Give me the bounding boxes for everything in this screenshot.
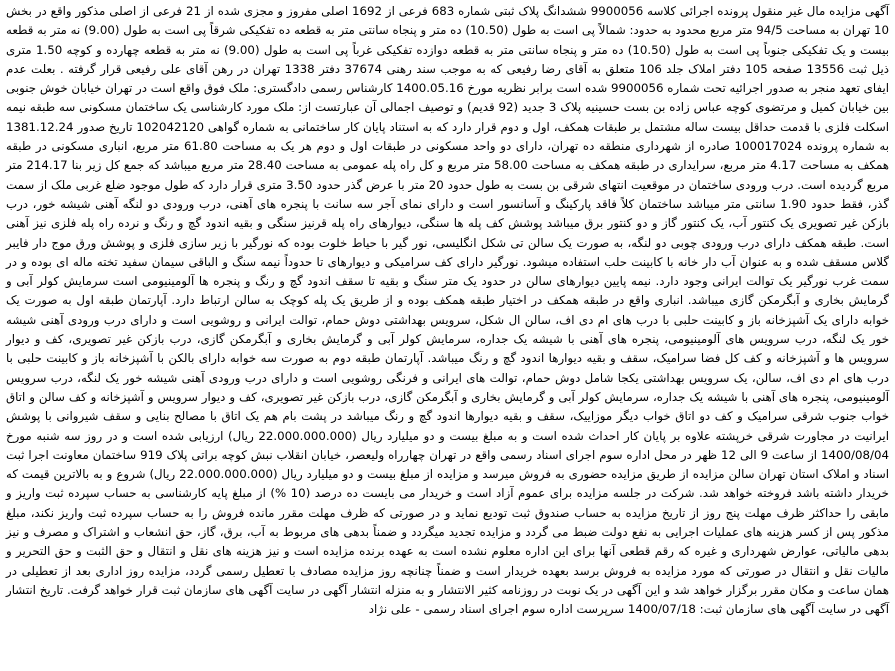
notice-body-text: آگهی مزایده مال غیر منقول پرونده اجرائی کلاسه 9900056 ششدانگ پلاک ثبتی شماره 683 فرعی از 1692 اصلی مفروز و مجزی شده از 21 فرعی از اصلی مذکور واقع در بخش 10 تهران به مساحت 94/5 متر مربع محدود به حدود: شمالاً پی است به طول (10.50) ده متر و پنجاه سانتی متر به قطعه ده تفکیکی شرقاً پی است به طول (9.00) نه متر به قطعه بیست و یک تفکیکی جنوباً پی است به طول (10.50) ده متر و پنجاه سانتی متر به قطعه دوازده تفکیکی غرباً پی است به طول (9.00) نه متر به قطعه چهارده و کوچه 1.50 متری ذیل ثبت 13556 صفحه 105 دفتر املاک جلد 106 متعلق به آقای رضا رفیعی که به موجب سند رهنی 37674 دفتر 1338 تهران در رهن آقای علی رفیعی قرار گرفته . بعلت عدم ایفای تعهد منجر به صدور اجرائیه تحت شماره 9900056 شده است برابر نظریه مورخ 1400.05.16 کارشناس رسمی دادگستری: ملک فوق واقع است در تهران خیابان خوش جنوبی بین خیابان کمیل و مرتضوی کوچه عباس زاده بن بست حسینیه پلاک 3 جدید (92 قدیم) و توصیف اجمالی آن عبارتست از: ملک مورد کارشناسی یک ساختمان مسکونی سه طبقه نیمه اسکلت فلزی با قدمت حداقل بیست ساله مشتمل بر طبقات همکف، اول و دوم قرار دارد که به استناد پایان کار ساختمانی به شماره گواهی 102042120 تاریخ صدور 1381.12.24 به شماره پرونده 100017024 صادره از شهرداری منطقه ده تهران، دارای دو واحد مسکونی در طبقات اول و دوم هر یک به مساحت 61.80 متر مربع، انباری مسکونی در طبقه همکف به مساحت 4.17 متر مربع، سرایداری در طبقه همکف به مساحت 58.00 متر مربع و کل راه پله عمومی به مساحت 28.40 متر مربع میباشد که جمع کل زیر بنا 214.17 متر مربع گردیده است. درب ورودی ساختمان در موقعیت انتهای شرقی بن بست به طول حدود 20 متر با عرض گذر حدود 3.50 متری قرار دارد که طول موجود ضلع غربی ملک از سمت گذر، فقط حدود 1.90 سانتی متر میباشد ساختمان کلاً فاقد پارکینگ و آسانسور است و دارای نمای آجر سه سانت با پنجره های آهنی، درب ورودی دو لنگه آهنی شیشه خور، درب بازکن غیر تصویری یک کنتور آب، یک کنتور گاز و دو کنتور برق میباشد پوشش کف پله ها سنگی، دیوارهای راه پله قرنیز سنگی و بقیه اندود گچ و رنگ و نرده راه پله فلزی نیز آهنی است. طبقه همکف دارای درب ورودی چوبی دو لنگه، به صورت یک سالن تی شکل انگلیسی، نور گیر با حیاط خلوت بوده که نورگیر با زیر سازی فلزی و پوشش ورق موج دار فایبر گلاس مسقف شده و به عنوان آب دار خانه با کابینت حلب استفاده میشود. نورگیر دارای کف سرامیکی و دیوارهای تا حدوداً نیمه سنگ و الباقی سیمان سفید تخته ماله ای بوده و در سمت غرب نورگیر یک توالت ایرانی وجود دارد. نیمه پایین دیوارهای سالن در حدود یک متر سنگ و بقیه تا سقف اندود گچ و رنگ و پنجره ها آلومینیومی است سرمایش کولر آبی و گرمایش بخاری و آبگرمکن گازی میباشد. انباری واقع در طبقه همکف در اختیار طبقه همکف بوده و از طریق یک پله کوچک به سالن ارتباط دارد. آپارتمان طبقه اول به صورت یک خوابه دارای یک آشپزخانه باز و کابینت حلبی با درب های ام دی اف، سالن ال شکل، سرویس بهداشتی دوش حمام، توالت ایرانی و روشویی است و دارای درب ورودی آهنی شیشه خور یک لنگه، درب سرویس های آلومینیومی، پنجره های آهنی با شیشه یک جداره، سرمایش کولر آبی و گرمایش بخاری و آبگرمکن گازی، درب بازکن غیر تصویری، کف و دیوار سرویس ها و آشپزخانه و کف کل فضا سرامیک، سقف و بقیه دیوارها اندود گچ و رنگ میباشد. آپارتمان طبقه دوم به صورت سه خوابه دارای بالکن با آشپزخانه باز و کابینت حلبی با درب های ام دی اف، سالن، یک سرویس بهداشتی یکجا شامل دوش حمام، توالت های ایرانی و فرنگی روشویی است و دارای درب ورودی آهنی شیشه خور یک لنگه، درب سرویس آلومینیومی، پنجره های آهنی با شیشه یک جداره، سرمایش کولر آبی و گرمایش بخاری و آبگرمکن گازی، درب بازکن غیر تصویری، کف و دیوار سرویس و آشپزخانه و کف سالن و اتاق خواب جنوب شرقی سرامیک و کف دو اتاق خواب دیگر موزاییک، سقف و بقیه دیوارها اندود گچ و رنگ میباشد در پشت بام هم یک اتاق با مصالح بنایی و سقف شیروانی با پوشش ایرانیت در مجاورت شرقی خرپشته علاوه بر پایان کار احداث شده است و به مبلغ بیست و دو میلیارد ریال (22.000.000.000 ریال) ارزیابی شده است و در روز سه شنبه مورخ 1400/08/04 از ساعت 9 الی 12 ظهر در محل اداره سوم اجرای اسناد رسمی واقع در تهران چهارراه ولیعصر، خیابان انقلاب نبش کوچه براتی پلاک 919 ساختمان معاونت اجرا ثبت اسناد و املاک استان تهران سالن مزایده از طریق مزایده حضوری به فروش میرسد و مزایده از مبلغ بیست و دو میلیارد ریال (22.000.000.000 ریال) شروع و به بالاترین قیمت که خریدار داشته باشد فروخته خواهد شد. شرکت در جلسه مزایده برای عموم آزاد است و خریدار می بایست ده درصد (10 %) از مبلغ پایه کارشناسی به حساب سپرده ثبت واریز و مابقی را حداکثر ظرف مهلت پنج روز از تاریخ مزایده به حساب صندوق ثبت تودیع نماید و در صورتی که ظرف مهلت مقرر مانده فروش را به حساب سپرده ثبت واریز نکند، مبلغ مذکور پس از کسر هزینه های عملیات اجرایی به نفع دولت ضبط می گردد و مزایده تجدید میگردد و ضمناً بدهی های مربوط به آب، برق، گاز، حق انشعاب و اشتراک و مصرف و نیز بدهی مالیاتی، عوارض شهرداری و غیره که رقم قطعی آنها برای این اداره معلوم نشده است به عهده برنده مزایده است و نیز هزینه های نقل و انتقال و حق الثبت و حق التحریر و مالیات نقل و انتقال در صورتی که مورد مزایده به فروش برسد بعهده خریدار است و ضمناً چنانچه روز مزایده مصادف با تعطیل رسمی گردد، مزایده روز اداری بعد از تعطیلی در همان ساعت و مکان مقرر برگزار خواهد شد و این آگهی در یک نوبت در روزنامه کثیر الانتشار و به منزله انتشار آگهی در سایت آگهی های سازمان ثبت قرار خواهد گرفت. تاریخ انتشار آگهی در سایت آگهی های سازمان ثبت: 1400/07/18 سرپرست اداره سوم اجرای اسناد رسمی - علی نژاد <box>6 4 890 617</box>
